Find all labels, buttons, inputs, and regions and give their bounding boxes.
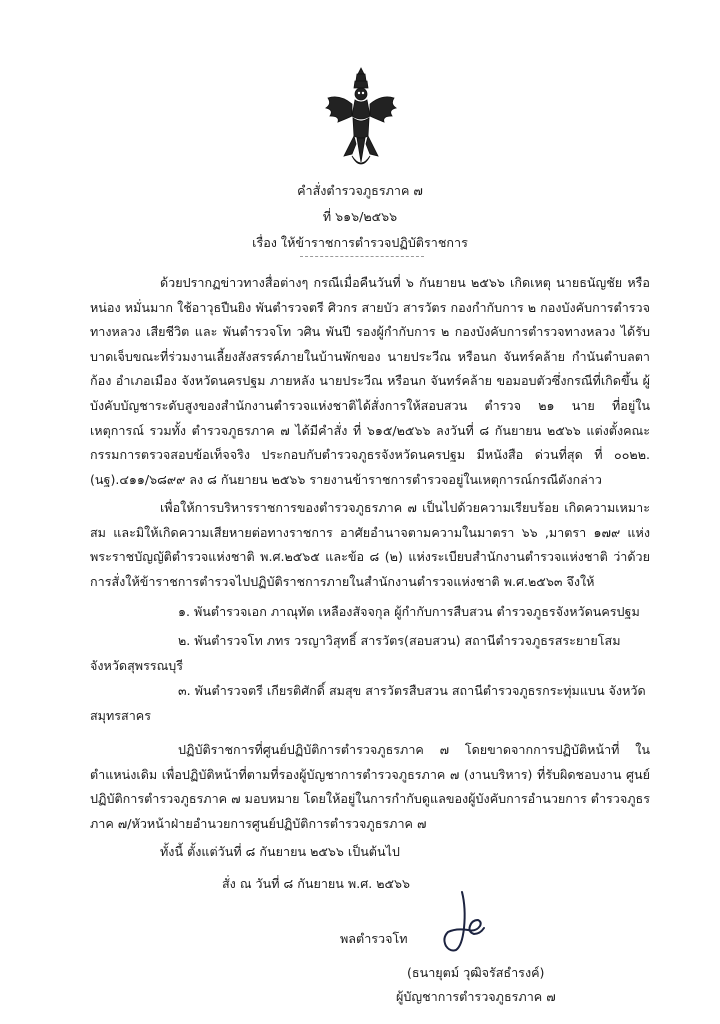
officer-item-1: ๑. พันตำรวจเอก ภาณุทัต เหลืองสัจจกุล ผู้กำกับการสืบสวน ตำรวจภูธรจังหวัดนครปฐม <box>178 604 640 619</box>
paragraph-authority: เพื่อให้การบริหารราชการของตำรวจภูธรภาค ๗ เป็นไปด้วยความเรียบร้อย เกิดความเหมาะสม และมิให้เกิดความเสียหายต่อทางราชการ อาศัยอำนาจตามความในมาตรา ๖๖ ,มาตรา ๑๗๙ แห่งพระราชบัญญัติตำรวจแห่งชาติ พ.ศ.๒๕๖๕ และข้อ ๘ (๒) แห่งระเบียบสำนักงานตำรวจแห่งชาติ ว่าด้วยการสั่งให้ข้าราชการตำรวจไปปฏิบัติราชการภายในสำนักงานตำรวจแห่งชาติ พ.ศ.๒๕๖๓ จึงให้ <box>90 500 650 589</box>
signatory-rank: พลตำรวจโท <box>340 931 408 946</box>
header-divider <box>300 256 424 257</box>
paragraph-assignment: ปฏิบัติราชการที่ศูนย์ปฏิบัติการตำรวจภูธรภาค ๗ โดยขาดจากการปฏิบัติหน้าที่ ในตำแหน่งเดิม เพื่อปฏิบัติหน้าที่ตามที่รองผู้บัญชาการตำรวจภูธรภาค ๗ (งานบริหาร) ที่รับผิดชอบงาน ศูนย์ปฏิบัติการตำรวจภูธรภาค ๗ มอบหมาย โดยให้อยู่ในการกำกับดูแลของผู้บังคับการอำนวยการ ตำรวจภูธรภาค ๗/หัวหน้าฝ่ายอำนวยการศูนย์ปฏิบัติการตำรวจภูธรภาค ๗ <box>90 742 650 831</box>
issued-date: สั่ง ณ วันที่ ๘ กันยายน พ.ศ. ๒๕๖๖ <box>222 876 411 891</box>
order-number: ที่ ๖๑๖/๒๕๖๖ <box>322 209 398 224</box>
signatory-name: (ธนายุตม์ วุฒิจรัสธำรงค์) <box>407 965 545 980</box>
signature-icon <box>410 888 490 954</box>
signatory-position: ผู้บัญชาการตำรวจภูธรภาค ๗ <box>396 989 556 1004</box>
effective-date: ทั้งนี้ ตั้งแต่วันที่ ๘ กันยายน ๒๕๖๖ เป็นต้นไป <box>160 844 400 859</box>
officer-item-2: ๒. พันตำรวจโท ภทร วรญาวิสุทธิ์ สารวัตร(สอบสวน) สถานีตำรวจภูธรสระยายโสม จังหวัดสุพรรณบุรี <box>90 633 621 673</box>
officer-item-3: ๓. พันตำรวจตรี เกียรติศักดิ์ สมสุข สารวัตรสืบสวน สถานีตำรวจภูธรกระทุ่มแบน จังหวัดสมุทรสาคร <box>90 683 646 723</box>
order-title: คำสั่งตำรวจภูธรภาค ๗ <box>297 183 423 198</box>
garuda-emblem-icon <box>322 64 400 174</box>
order-subject: เรื่อง ให้ข้าราชการตำรวจปฏิบัติราชการ <box>252 235 468 250</box>
paragraph-background: ด้วยปรากฏข่าวทางสื่อต่างๆ กรณีเมื่อคืนวันที่ ๖ กันยายน ๒๕๖๖ เกิดเหตุ นายธนัญชัย หรือ หน่อง หมั่นมาก ใช้อาวุธปืนยิง พันตำรวจตรี ศิวกร สายบัว สารวัตร กองกำกับการ ๒ กองบังคับการตำรวจทางหลวง เสียชีวิต และ พันตำรวจโท วศิน พันปี รองผู้กำกับการ ๒ กองบังคับการตำรวจทางหลวง ได้รับบาดเจ็บขณะที่ร่วมงานเลี้ยงสังสรรค์ภายในบ้านพักของ นายประวีณ หรือนก จันทร์คล้าย กำนันตำบลตาก้อง อำเภอเมือง จังหวัดนครปฐม ภายหลัง นายประวีณ หรือนก จันทร์คล้าย ขอมอบตัวซึ่งกรณีที่เกิดขึ้น ผู้บังคับบัญชาระดับสูงของสำนักงานตำรวจแห่งชาติได้สั่งการให้สอบสวน ตำรวจ ๒๑ นาย ที่อยู่ในเหตุการณ์ รวมทั้ง ตำรวจภูธรภาค ๗ ได้มีคำสั่ง ที่ ๖๑๕/๒๕๖๖ ลงวันที่ ๘ กันยายน ๒๕๖๖ แต่งตั้งคณะกรรมการตรวจสอบข้อเท็จจริง ประกอบกับตำรวจภูธรจังหวัดนครปฐม มีหนังสือ ด่วนที่สุด ที่ ๐๐๒๒.(นฐ).๔๑๑/๖๘๙๙ ลง ๘ กันยายน ๒๕๖๖ รายงานข้าราชการตำรวจอยู่ในเหตุการณ์กรณีดังกล่าว <box>90 275 650 487</box>
